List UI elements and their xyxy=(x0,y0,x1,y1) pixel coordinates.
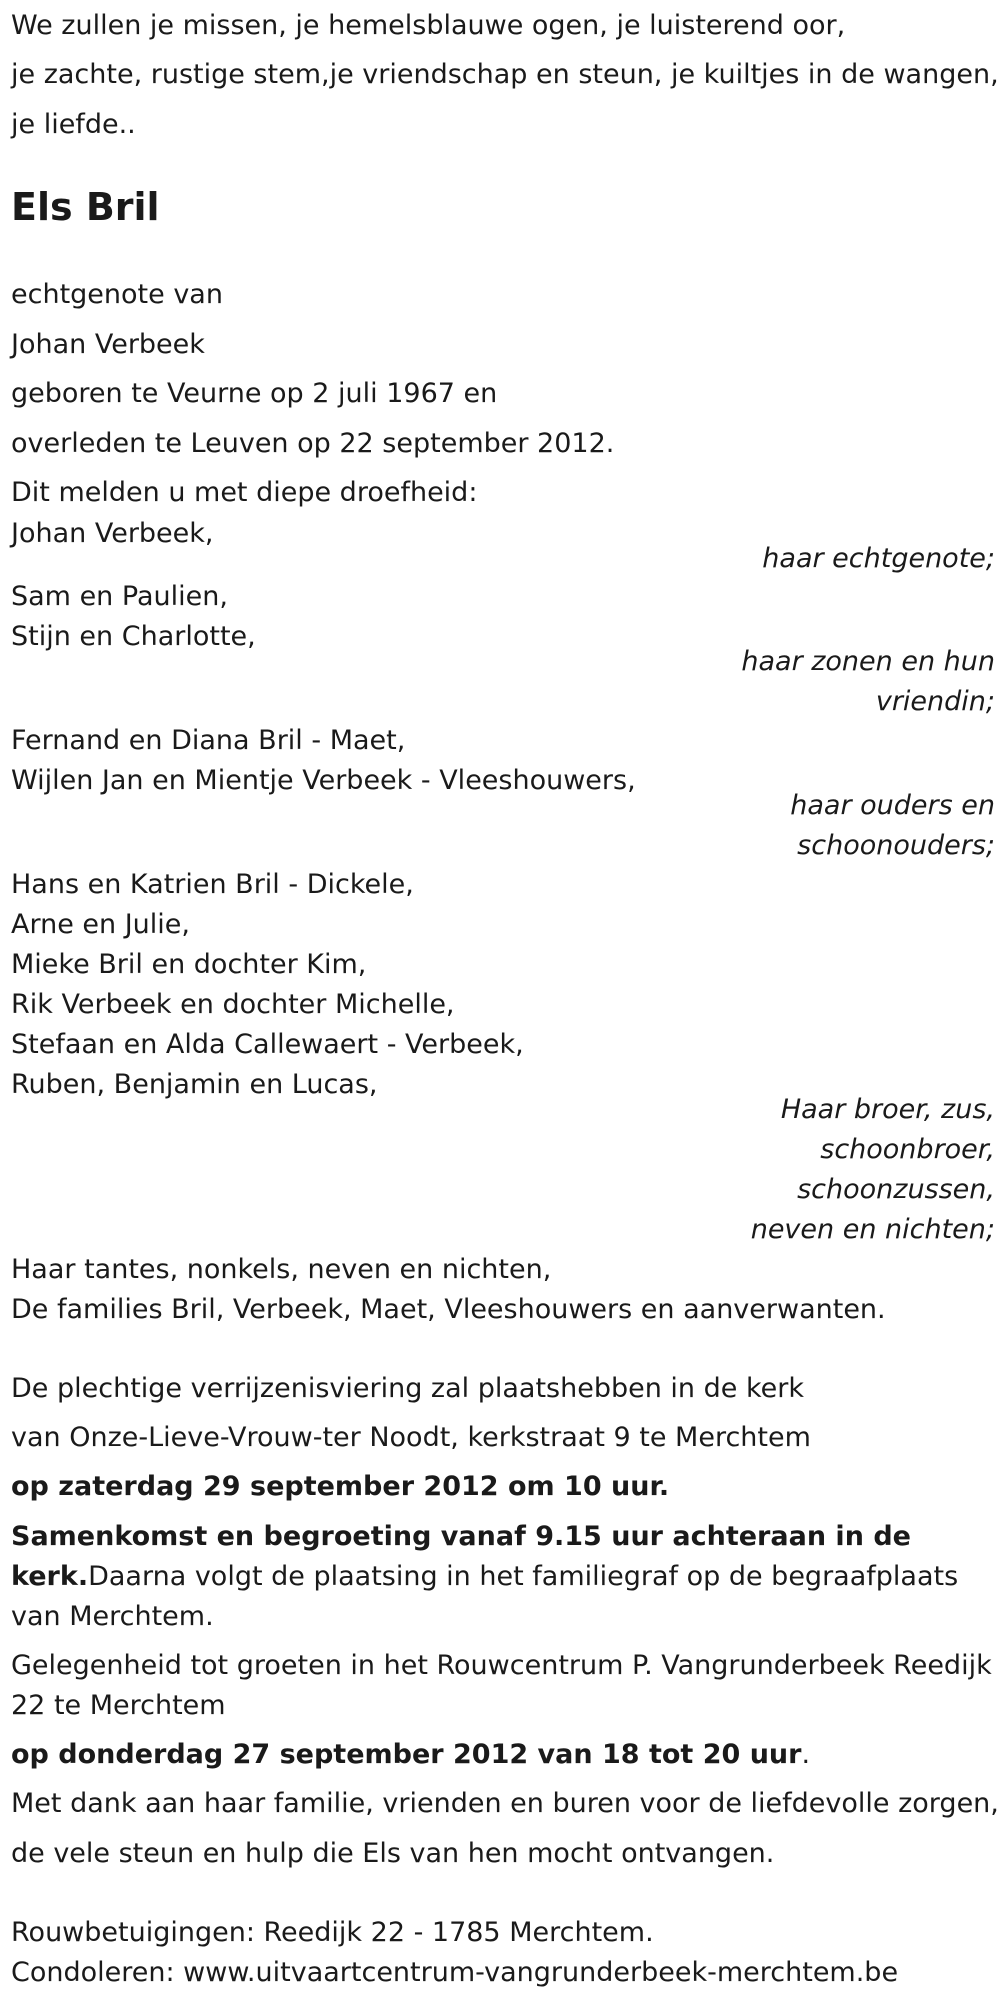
family-role: haar ouders en xyxy=(790,790,995,821)
family-name: Johan Verbeek, xyxy=(11,518,214,549)
family-name: Stefaan en Alda Callewaert - Verbeek, xyxy=(11,1029,524,1060)
intro-line: Dit melden u met diepe droefheid: xyxy=(11,477,478,508)
intro-line: overleden te Leuven op 22 september 2012. xyxy=(11,428,615,459)
ceremony-line: De plechtige verrijzenisviering zal plaatshebben in de kerk xyxy=(11,1373,804,1404)
family-role: schoonouders; xyxy=(797,830,995,861)
verse-line: je liefde.. xyxy=(11,109,136,140)
family-name: Sam en Paulien, xyxy=(11,581,228,612)
visitation-line: 22 te Merchtem xyxy=(11,1690,226,1721)
family-role: neven en nichten; xyxy=(750,1214,995,1245)
family-role: schoonzussen, xyxy=(797,1174,995,1205)
intro-line: Johan Verbeek xyxy=(11,329,205,360)
visitation-date: op donderdag 27 september 2012 van 18 tot 20 uur xyxy=(11,1739,802,1770)
gathering-line: Samenkomst en begroeting vanaf 9.15 uur achteraan in de xyxy=(11,1521,911,1552)
contact-website: Condoleren: www.uitvaartcentrum-vangrunderbeek-merchtem.be xyxy=(11,1957,899,1988)
family-name: Wijlen Jan en Mientje Verbeek - Vleeshouwers, xyxy=(11,765,636,796)
family-role: haar zonen en hun xyxy=(741,646,995,677)
gathering-line xyxy=(11,1563,958,1590)
family-role: schoonbroer, xyxy=(820,1134,995,1165)
family-name: Arne en Julie, xyxy=(11,909,190,940)
visitation-date-end: . xyxy=(801,1739,811,1770)
intro-line: echtgenote van xyxy=(11,279,223,310)
family-role: haar echtgenote; xyxy=(762,543,995,574)
family-role: vriendin; xyxy=(875,686,995,717)
gathering-line: van Merchtem. xyxy=(11,1601,214,1632)
family-name: Ruben, Benjamin en Lucas, xyxy=(11,1069,378,1100)
deceased-name: Els Bril xyxy=(11,185,160,229)
contact-address: Rouwbetuigingen: Reedijk 22 - 1785 Merchtem. xyxy=(11,1917,654,1948)
family-name: Mieke Bril en dochter Kim, xyxy=(11,949,367,980)
gathering-rest: Daarna volgt de plaatsing in het familiegraf op de begraafplaats xyxy=(88,1561,959,1592)
ceremony-line: van Onze-Lieve-Vrouw-ter Noodt, kerkstraat 9 te Merchtem xyxy=(11,1422,811,1453)
family-name: Fernand en Diana Bril - Maet, xyxy=(11,725,406,756)
ceremony-date: op zaterdag 29 september 2012 om 10 uur. xyxy=(11,1471,670,1502)
family-name: Hans en Katrien Bril - Dickele, xyxy=(11,869,414,900)
intro-line: geboren te Veurne op 2 juli 1967 en xyxy=(11,378,498,409)
family-role: Haar broer, zus, xyxy=(780,1094,995,1125)
verse-line: We zullen je missen, je hemelsblauwe ogen, je luisterend oor, xyxy=(11,10,846,41)
family-name: De families Bril, Verbeek, Maet, Vleeshouwers en aanverwanten. xyxy=(11,1294,886,1325)
gathering-bold: kerk. xyxy=(11,1561,89,1592)
family-name: Stijn en Charlotte, xyxy=(11,621,256,652)
family-name: Haar tantes, nonkels, neven en nichten, xyxy=(11,1254,552,1285)
thanks-line: de vele steun en hulp die Els van hen mocht ontvangen. xyxy=(11,1838,775,1869)
thanks-line: Met dank aan haar familie, vrienden en buren voor de liefdevolle zorgen, xyxy=(11,1788,999,1819)
family-name: Rik Verbeek en dochter Michelle, xyxy=(11,989,455,1020)
visitation-date-line xyxy=(11,1741,810,1768)
verse-line: je zachte, rustige stem,je vriendschap en steun, je kuiltjes in de wangen, xyxy=(11,59,999,90)
visitation-line: Gelegenheid tot groeten in het Rouwcentrum P. Vangrunderbeek Reedijk xyxy=(11,1650,992,1681)
